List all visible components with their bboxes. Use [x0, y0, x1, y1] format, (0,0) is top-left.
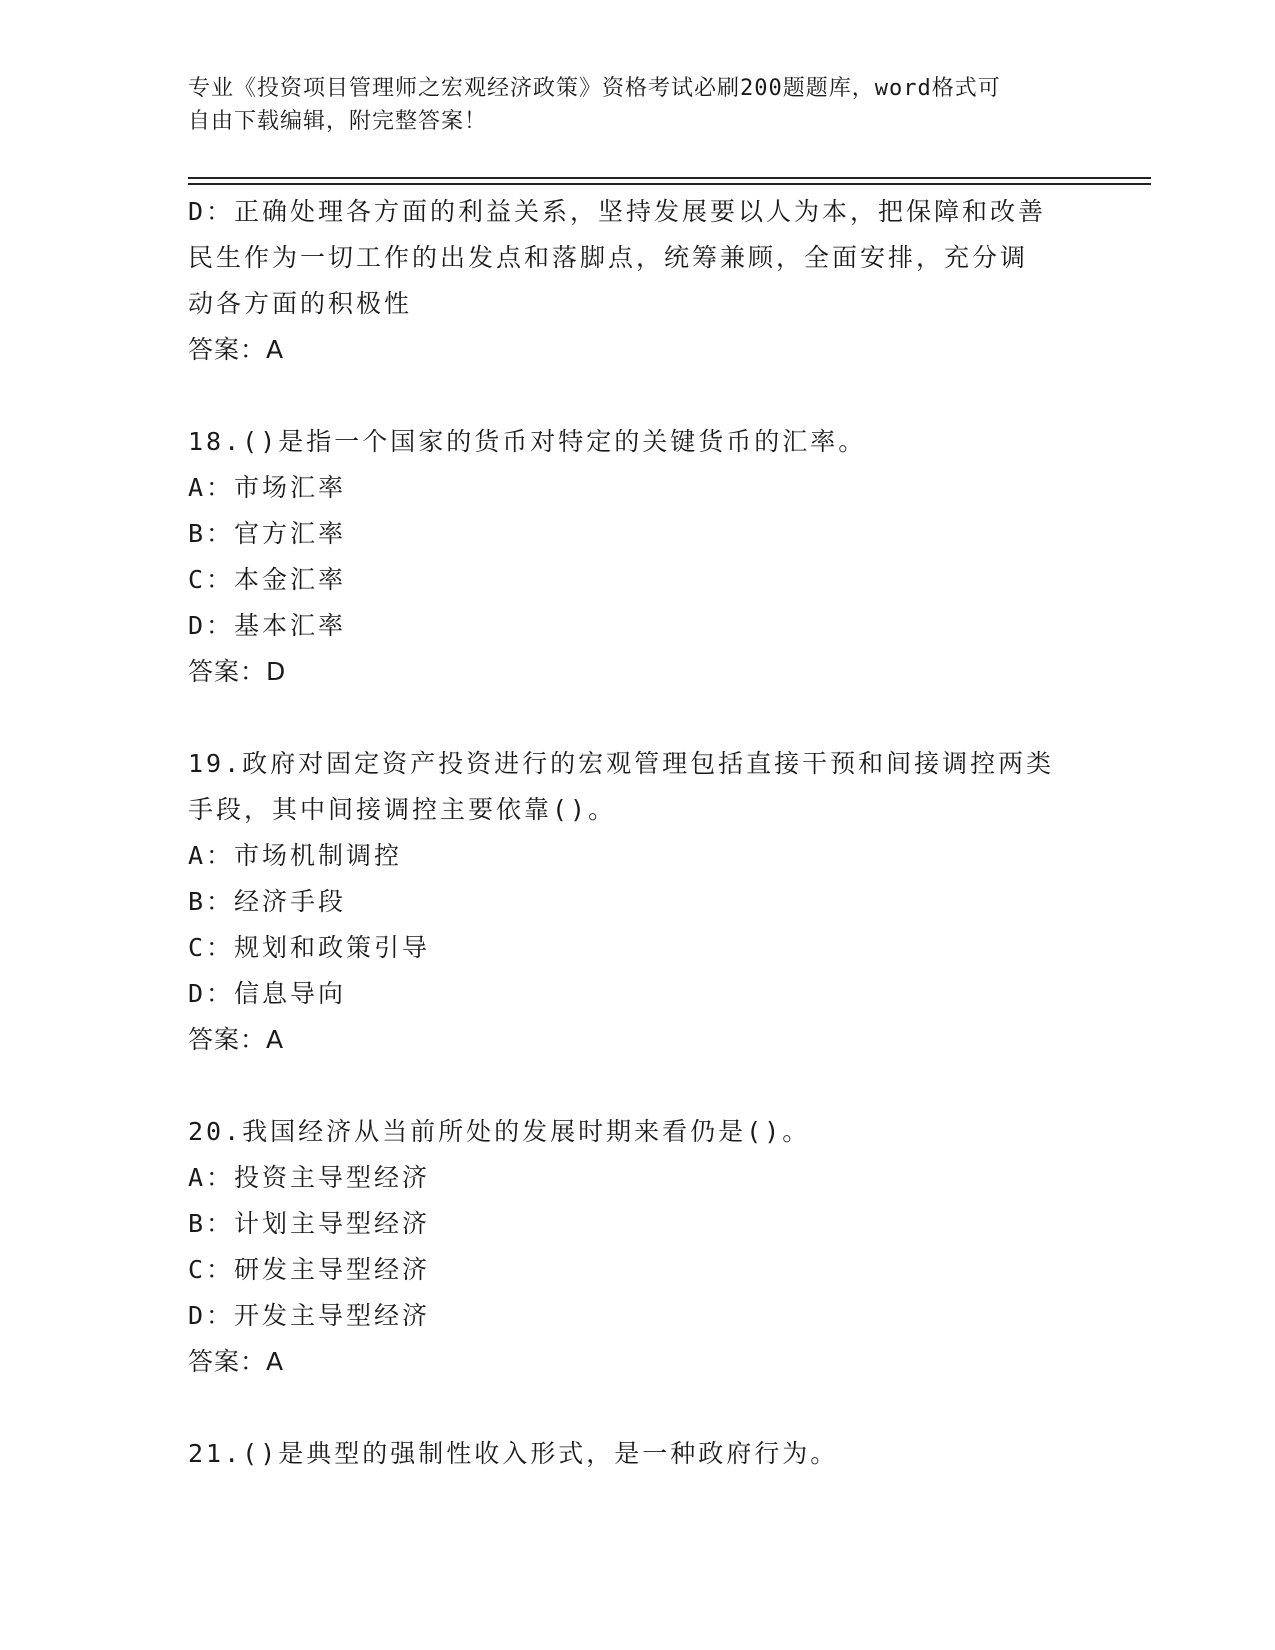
option-a: A：市场机制调控: [188, 841, 403, 870]
option-b: B：计划主导型经济: [188, 1209, 431, 1238]
header-divider-bottom: [188, 183, 1151, 185]
question-20: [188, 1109, 1088, 1385]
question-19: [188, 741, 1088, 1063]
document-header: [188, 72, 1088, 138]
option-c: C：研发主导型经济: [188, 1255, 431, 1284]
option-b: B：官方汇率: [188, 519, 347, 548]
option-d: D：开发主导型经济: [188, 1301, 431, 1330]
question-list: [188, 189, 1088, 1477]
option-a: A：投资主导型经济: [188, 1163, 431, 1192]
question-17-tail: [188, 189, 1088, 373]
header-divider-top: [188, 177, 1151, 179]
question-stem: 20.我国经济从当前所处的发展时期来看仍是()。: [188, 1117, 811, 1146]
question-stem: 21.()是典型的强制性收入形式，是一种政府行为。: [188, 1439, 839, 1468]
option-b: B：经济手段: [188, 887, 347, 916]
option-d: D：信息导向: [188, 979, 347, 1008]
answer: 答案：A: [188, 1025, 285, 1054]
answer: 答案：D: [188, 657, 287, 686]
option-c: C：本金汇率: [188, 565, 347, 594]
option-c: C：规划和政策引导: [188, 933, 431, 962]
header-line-2: 自由下载编辑，附完整答案！: [188, 109, 488, 134]
option-a: A：市场汇率: [188, 473, 347, 502]
header-line-1: 专业《投资项目管理师之宏观经济政策》资格考试必刷200题题库，word格式可: [188, 76, 1001, 101]
question-stem: 18.()是指一个国家的货币对特定的关键货币的汇率。: [188, 427, 867, 456]
option-d-line-1: D：正确处理各方面的利益关系，坚持发展要以人为本，把保障和改善: [188, 197, 1047, 226]
option-d-line-3: 动各方面的积极性: [188, 289, 413, 318]
option-d: D：基本汇率: [188, 611, 347, 640]
option-d-line-2: 民生作为一切工作的出发点和落脚点，统筹兼顾，全面安排，充分调: [188, 243, 1029, 272]
question-21: [188, 1431, 1088, 1477]
answer: 答案：A: [188, 1347, 285, 1376]
answer: 答案：A: [188, 335, 285, 364]
question-stem-line-2: 手段，其中间接调控主要依靠()。: [188, 795, 617, 824]
question-18: [188, 419, 1088, 695]
question-stem-line-1: 19.政府对固定资产投资进行的宏观管理包括直接干预和间接调控两类: [188, 749, 1055, 778]
